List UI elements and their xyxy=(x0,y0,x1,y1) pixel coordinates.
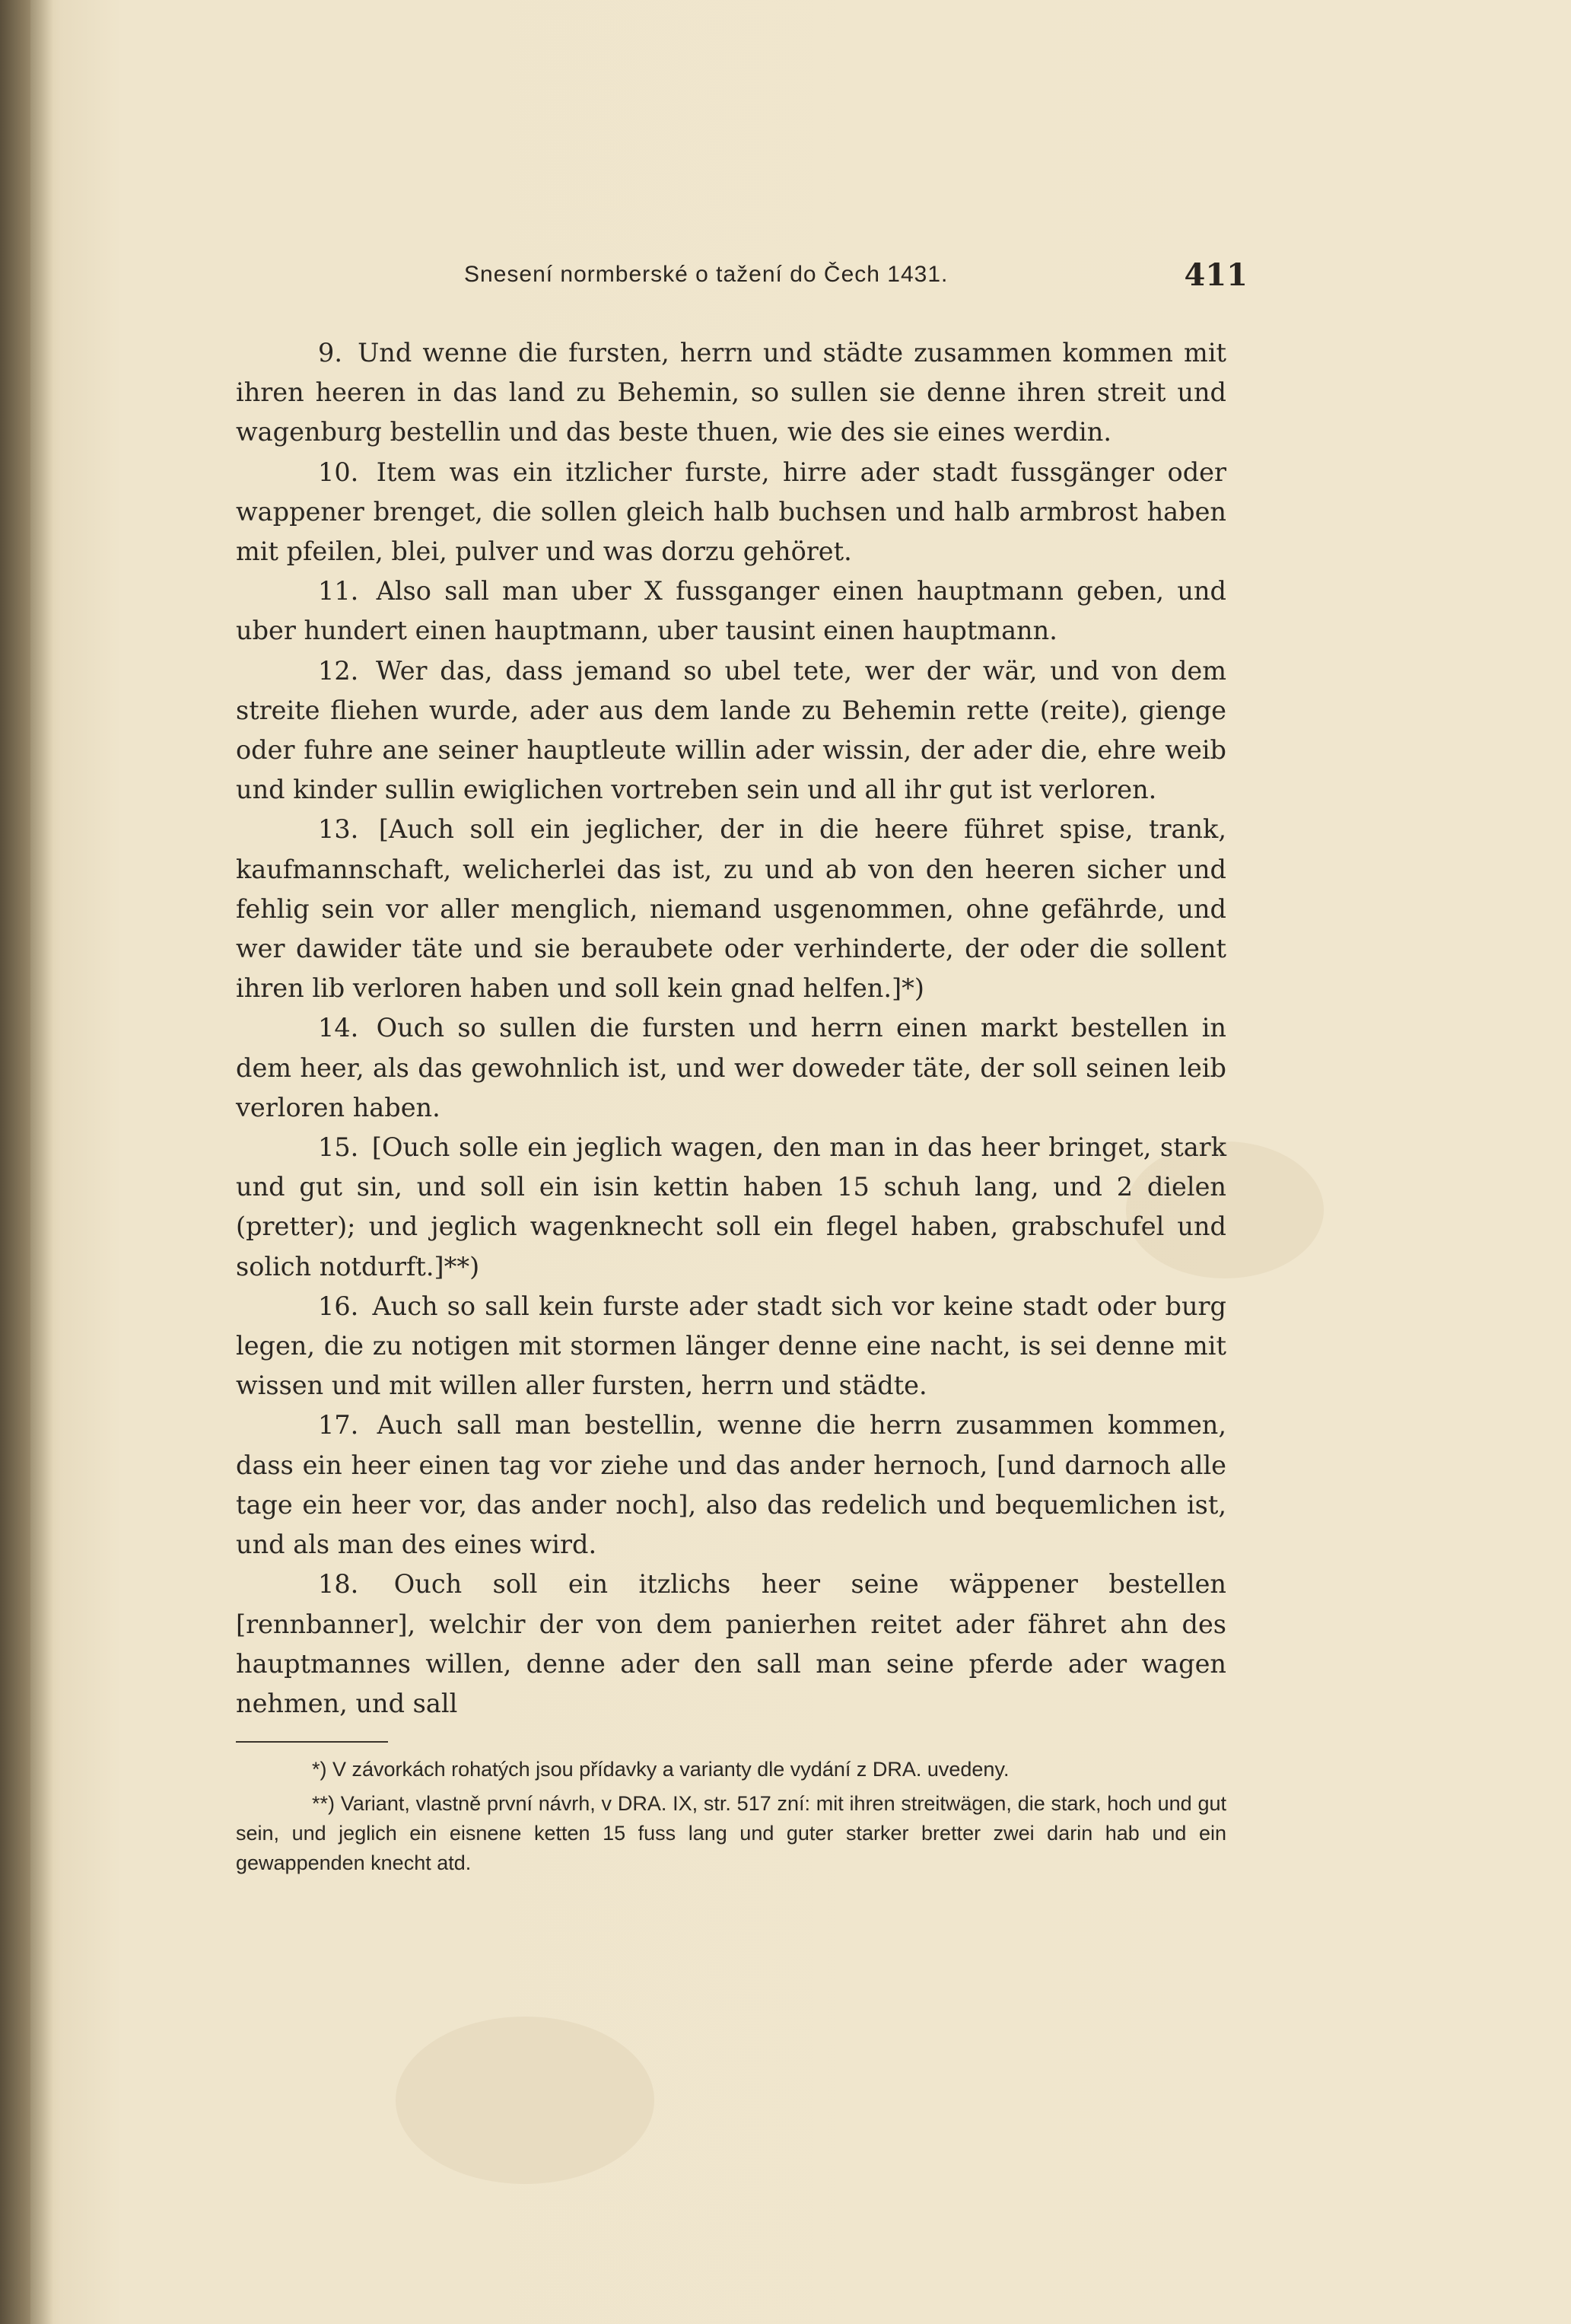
paragraph-number: 9. xyxy=(318,338,342,368)
paragraph-number: 10. xyxy=(318,457,359,487)
paragraph-16 xyxy=(236,1287,1226,1406)
paragraph-text: Item was ein itzlicher furste, hirre ader stadt fussgänger oder wappener brenget, die sollen gleich halb buchsen und halb armbrost haben mit pfeilen, blei, pulver und was dorzu gehöret. xyxy=(236,457,1226,567)
paragraph-18 xyxy=(236,1565,1226,1724)
paragraph-text: [Ouch solle ein jeglich wagen, den man in das heer bringet, stark und gut sin, und soll ein isin kettin haben 15 schuh lang, und 2 dielen (pretter); und jeglich wagenknecht soll ein flegel haben, grabschufel und solich notdurft.]**) xyxy=(236,1132,1226,1281)
paragraph-number: 18. xyxy=(318,1569,359,1600)
paragraph-text: Auch so sall kein furste ader stadt sich vor keine stadt oder burg legen, die zu notigen mit stormen länger denne eine nacht, is sei denne mit wissen und mit willen aller fursten, herrn und städte. xyxy=(236,1291,1226,1401)
page-number: 411 xyxy=(1184,257,1248,293)
paragraph-text: [Auch soll ein jeglicher, der in die heere führet spise, trank, kaufmannschaft, welicherlei das ist, zu und ab von den heeren sicher und fehlig sein vor aller menglich, niemand usgenommen, ohne gefährde, und wer dawider täte und sie beraubete oder verhinderte, der oder die sollent ihren lib verloren haben und soll kein gnad helfen.]*) xyxy=(236,814,1226,1004)
footnote-text: Variant, vlastně první návrh, v DRA. IX, str. 517 zní: mit ihren streitwägen, die stark, hoch und gut sein, und jeglich ein eisnene ketten 15 fuss lang und guter starker bretter zwei darin hab und ein gewappenden knecht atd. xyxy=(236,1792,1226,1874)
paragraph-text: Wer das, dass jemand so ubel tete, wer der wär, und von dem streite fliehen wurde, ader aus dem lande zu Behemin rette (reite), gienge oder fuhre ane seiner hauptleute willin ader wissin, der ader die, ehre weib und kinder sullin ewiglichen vortreben sein und all ihr gut ist verloren. xyxy=(236,655,1226,805)
paragraph-number: 11. xyxy=(318,576,359,606)
paragraph-number: 13. xyxy=(318,814,359,845)
paragraph-number: 15. xyxy=(318,1132,359,1163)
paragraph-text: Ouch so sullen die fursten und herrn einen markt bestellen in dem heer, als das gewohnlich ist, und wer doweder täte, der soll seinen leib verloren haben. xyxy=(236,1013,1227,1122)
paragraph-12 xyxy=(236,651,1226,810)
paper-stain xyxy=(396,2017,654,2184)
paragraph-text: Also sall man uber X fussganger einen hauptmann geben, und uber hundert einen hauptmann, uber tausint einen hauptmann. xyxy=(236,576,1226,646)
paragraph-13 xyxy=(236,810,1226,1008)
paragraph-17 xyxy=(236,1406,1226,1565)
paragraph-number: 17. xyxy=(318,1410,359,1441)
paragraph-14 xyxy=(236,1008,1226,1128)
paragraph-11 xyxy=(236,571,1226,651)
footnote-mark: **) xyxy=(312,1792,336,1815)
footnote-text: V závorkách rohatých jsou přídavky a varianty dle vydání z DRA. uvedeny. xyxy=(332,1758,1010,1781)
running-header xyxy=(236,257,1248,295)
paragraph-10 xyxy=(236,453,1226,572)
paragraph-9 xyxy=(236,333,1226,453)
main-text xyxy=(236,333,1226,1724)
paragraph-15 xyxy=(236,1128,1226,1287)
footnotes xyxy=(236,1755,1226,1883)
paragraph-text: Auch sall man bestellin, wenne die herrn zusammen kommen, dass ein heer einen tag vor ziehe und das ander hernoch, [und darnoch alle tage ein heer vor, das ander noch], also das redelich und bequemlichen ist, und als man des eines wird. xyxy=(236,1410,1226,1560)
paragraph-number: 12. xyxy=(318,655,359,686)
paragraph-number: 14. xyxy=(318,1013,359,1043)
gutter-shadow xyxy=(30,0,53,2324)
paragraph-text: Ouch soll ein itzlichs heer seine wäppener bestellen [rennbanner], welchir der von dem panierhen reitet ader fähret ahn des hauptmannes willen, denne ader den sall man seine pferde ader wagen nehmen, und sall xyxy=(236,1569,1226,1718)
paragraph-number: 16. xyxy=(318,1291,359,1321)
running-title: Snesení normberské o tažení do Čech 1431. xyxy=(464,262,949,287)
footnote-2 xyxy=(236,1789,1226,1878)
footnote-mark: *) xyxy=(312,1758,327,1781)
footnote-1 xyxy=(236,1755,1226,1784)
footnote-divider xyxy=(236,1741,388,1743)
paragraph-text: Und wenne die fursten, herrn und städte zusammen kommen mit ihren heeren in das land zu Behemin, so sullen sie denne ihren streit und wagenburg bestellin und das beste thuen, wie des sie eines werdin. xyxy=(236,338,1226,447)
